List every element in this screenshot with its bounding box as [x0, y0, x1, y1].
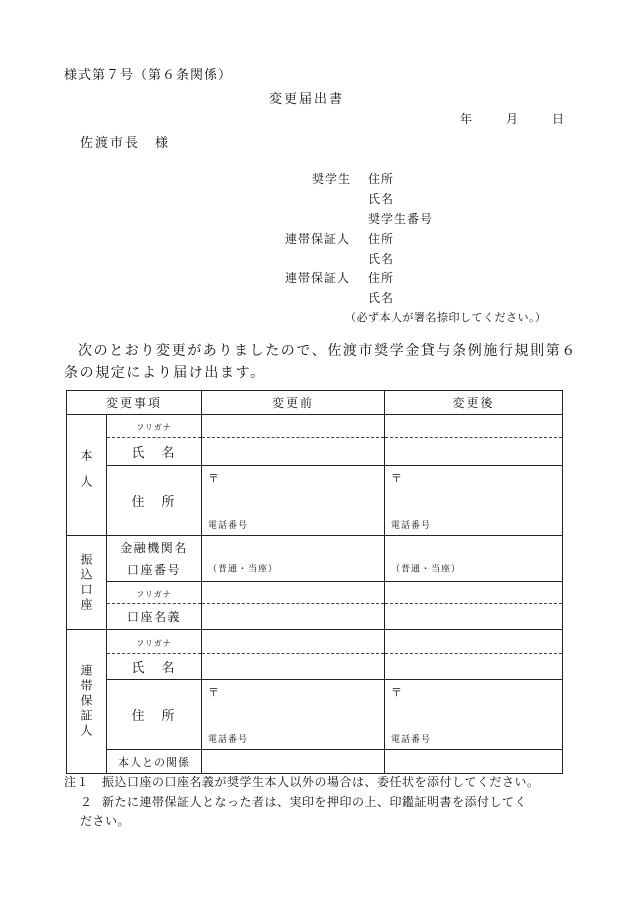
group-account-label: 振込口座 — [79, 552, 93, 613]
phone-label: 電話番号 — [391, 521, 432, 531]
self-furigana-label: フリガナ — [107, 415, 202, 438]
guarantor2-label: 連帯保証人 — [285, 271, 351, 285]
guarantor2-name-label: 氏名 — [368, 291, 395, 305]
account-type: （普通・当座） — [391, 564, 462, 574]
signature-note: （必ず本人が署名捺印してください。） — [345, 311, 547, 324]
guarantor1-name-label: 氏名 — [368, 252, 395, 266]
note1-prefix: 注１ — [64, 775, 90, 789]
student-address-label: 住所 — [368, 172, 395, 186]
guarantor-name-label: 氏 名 — [107, 654, 202, 680]
account-holder-label: 口座名義 — [107, 604, 202, 630]
account-furigana-before[interactable] — [202, 582, 385, 604]
guarantor-address-after[interactable] — [385, 680, 563, 750]
table-row — [67, 582, 563, 604]
self-furigana-before[interactable] — [202, 415, 385, 438]
phone-label: 電話番号 — [208, 735, 249, 745]
guarantor-name-before[interactable] — [202, 654, 385, 680]
guarantor-furigana-after[interactable] — [385, 630, 563, 654]
date-month: 月 — [506, 112, 520, 126]
guarantor-name-after[interactable] — [385, 654, 563, 680]
relationship-after[interactable] — [385, 750, 563, 774]
relationship-label: 本人との関係 — [107, 750, 202, 774]
addressee: 佐渡市長 様 — [80, 136, 171, 151]
date-year: 年 — [460, 112, 474, 126]
student-number-label: 奨学生番号 — [368, 212, 434, 226]
header-after: 変更後 — [385, 391, 563, 415]
account-furigana-label: フリガナ — [107, 582, 202, 604]
account-type: （普通・当座） — [208, 564, 279, 574]
bank-account-label — [107, 536, 202, 582]
form-title: 変更届出書 — [269, 92, 345, 107]
group-self-cell — [67, 415, 107, 536]
date-day: 日 — [552, 112, 566, 126]
student-label: 奨学生 — [312, 172, 352, 186]
table-row — [67, 654, 563, 680]
self-furigana-after[interactable] — [385, 415, 563, 438]
group-guarantor-label: 連帯保証人 — [79, 664, 93, 739]
guarantor-furigana-label: フリガナ — [107, 630, 202, 654]
note2-text-line1: 新たに連帯保証人となった者は、実印を押印の上、印鑑証明書を添付してく — [102, 795, 528, 809]
guarantor1-address-label: 住所 — [368, 232, 395, 246]
header-item: 変更事項 — [67, 391, 202, 415]
account-holder-after[interactable] — [385, 604, 563, 630]
phone-label: 電話番号 — [208, 521, 249, 531]
table-header-row — [67, 391, 563, 415]
group-self-label: 本人 — [79, 449, 93, 501]
self-name-label: 氏 名 — [107, 438, 202, 466]
guarantor-furigana-before[interactable] — [202, 630, 385, 654]
self-address-label: 住 所 — [107, 466, 202, 536]
table-row — [67, 604, 563, 630]
postal-mark: 〒 — [208, 472, 220, 485]
self-address-before[interactable] — [202, 466, 385, 536]
note1-text: 振込口座の口座名義が奨学生本人以外の場合は、委任状を添付してください。 — [102, 775, 540, 789]
account-number-label: 口座番号 — [127, 562, 182, 577]
account-before[interactable] — [202, 536, 385, 582]
change-table — [66, 390, 563, 774]
note2-prefix: ２ — [80, 795, 93, 809]
table-row — [67, 438, 563, 466]
guarantor2-address-label: 住所 — [368, 271, 395, 285]
postal-mark: 〒 — [391, 686, 403, 699]
phone-label: 電話番号 — [391, 735, 432, 745]
table-row — [67, 415, 563, 438]
self-name-after[interactable] — [385, 438, 563, 466]
table-row — [67, 680, 563, 750]
form-number: 様式第７号（第６条関係） — [64, 68, 233, 83]
table-row — [67, 750, 563, 774]
student-name-label: 氏名 — [368, 192, 395, 206]
account-after[interactable] — [385, 536, 563, 582]
postal-mark: 〒 — [208, 686, 220, 699]
bank-name-label: 金融機関名 — [120, 540, 188, 555]
intro-line1: 次のとおり変更がありましたので、佐渡市奨学金貸与条例施行規則第６ — [78, 343, 577, 359]
self-name-before[interactable] — [202, 438, 385, 466]
account-holder-before[interactable] — [202, 604, 385, 630]
guarantor-address-label: 住 所 — [107, 680, 202, 750]
group-account-cell — [67, 536, 107, 630]
self-address-after[interactable] — [385, 466, 563, 536]
header-before: 変更前 — [202, 391, 385, 415]
intro-line2: 条の規定により届け出ます。 — [64, 365, 266, 381]
guarantor1-label: 連帯保証人 — [285, 232, 351, 246]
table-row — [67, 630, 563, 654]
guarantor-address-before[interactable] — [202, 680, 385, 750]
table-row — [67, 536, 563, 582]
note2-text-line2: ださい。 — [80, 814, 131, 828]
account-furigana-after[interactable] — [385, 582, 563, 604]
group-guarantor-cell — [67, 630, 107, 774]
relationship-before[interactable] — [202, 750, 385, 774]
postal-mark: 〒 — [391, 472, 403, 485]
table-row — [67, 466, 563, 536]
